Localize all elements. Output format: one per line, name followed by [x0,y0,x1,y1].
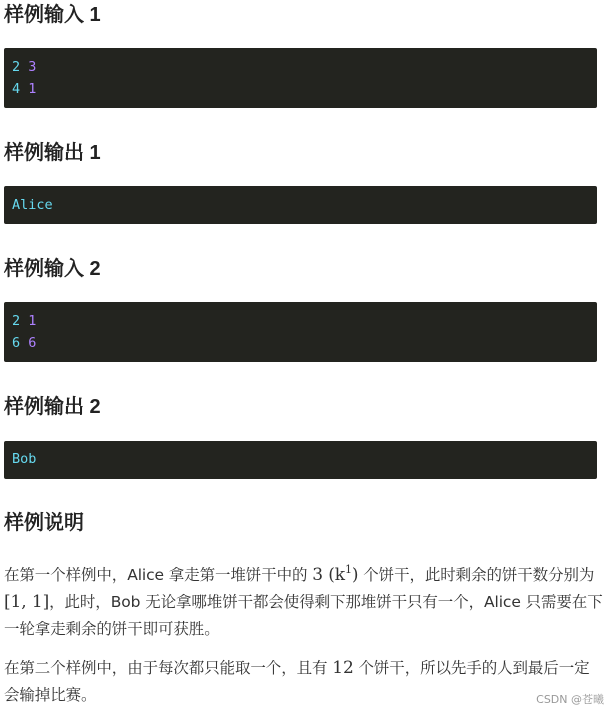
math-superscript: 1 [345,563,352,576]
code-output-value: Alice [12,197,53,213]
code-line [12,194,589,216]
sample-input-2-code-block [4,302,597,362]
code-line [12,448,589,470]
sample-input-1-heading: 样例输入 1 [4,4,101,26]
code-number: 3 [28,59,37,75]
sample-explanation-heading: 样例说明 [4,512,84,534]
explanation-text: 个饼干，所以先手的人到最后一定会输掉比赛。 [4,659,590,704]
code-output-value: Bob [12,451,37,467]
code-number: 2 [12,313,21,329]
sample-input-1-code-block [4,48,597,108]
math-expression: 12 [332,658,354,678]
explanation-text: ，此时，Bob 无论拿哪堆饼干都会使得剩下那堆饼干只有一个，Alice 只需要在下一轮拿走剩余的饼干即可获胜。 [4,593,603,638]
sample-output-1-code-block [4,186,597,224]
math-text: 3 (k [312,565,345,585]
math-expression: [1, 1] [4,592,50,612]
explanation-paragraph-1 [4,556,604,643]
code-number: 2 [12,59,21,75]
explanation-paragraph-2 [4,655,604,709]
code-line [12,332,589,354]
code-number: 6 [12,335,21,351]
explanation-text: 在第一个样例中，Alice 拿走第一堆饼干中的 [4,566,313,584]
code-number: 1 [28,313,37,329]
code-number: 4 [12,81,21,97]
code-line [12,310,589,332]
math-text: ) [351,565,359,585]
code-line [12,56,589,78]
sample-input-2-heading: 样例输入 2 [4,258,101,280]
explanation-text: 个饼干，此时剩余的饼干数分别为 [358,566,595,584]
explanation-text: 在第二个样例中，由于每次都只能取一个，且有 [4,659,333,677]
sample-output-1-heading: 样例输出 1 [4,142,101,164]
code-number: 1 [28,81,37,97]
csdn-watermark: CSDN @苍曦 [536,693,604,706]
math-expression [312,565,358,585]
sample-output-2-code-block [4,441,597,479]
sample-output-2-heading: 样例输出 2 [4,396,101,418]
code-line [12,78,589,100]
code-number: 6 [28,335,37,351]
